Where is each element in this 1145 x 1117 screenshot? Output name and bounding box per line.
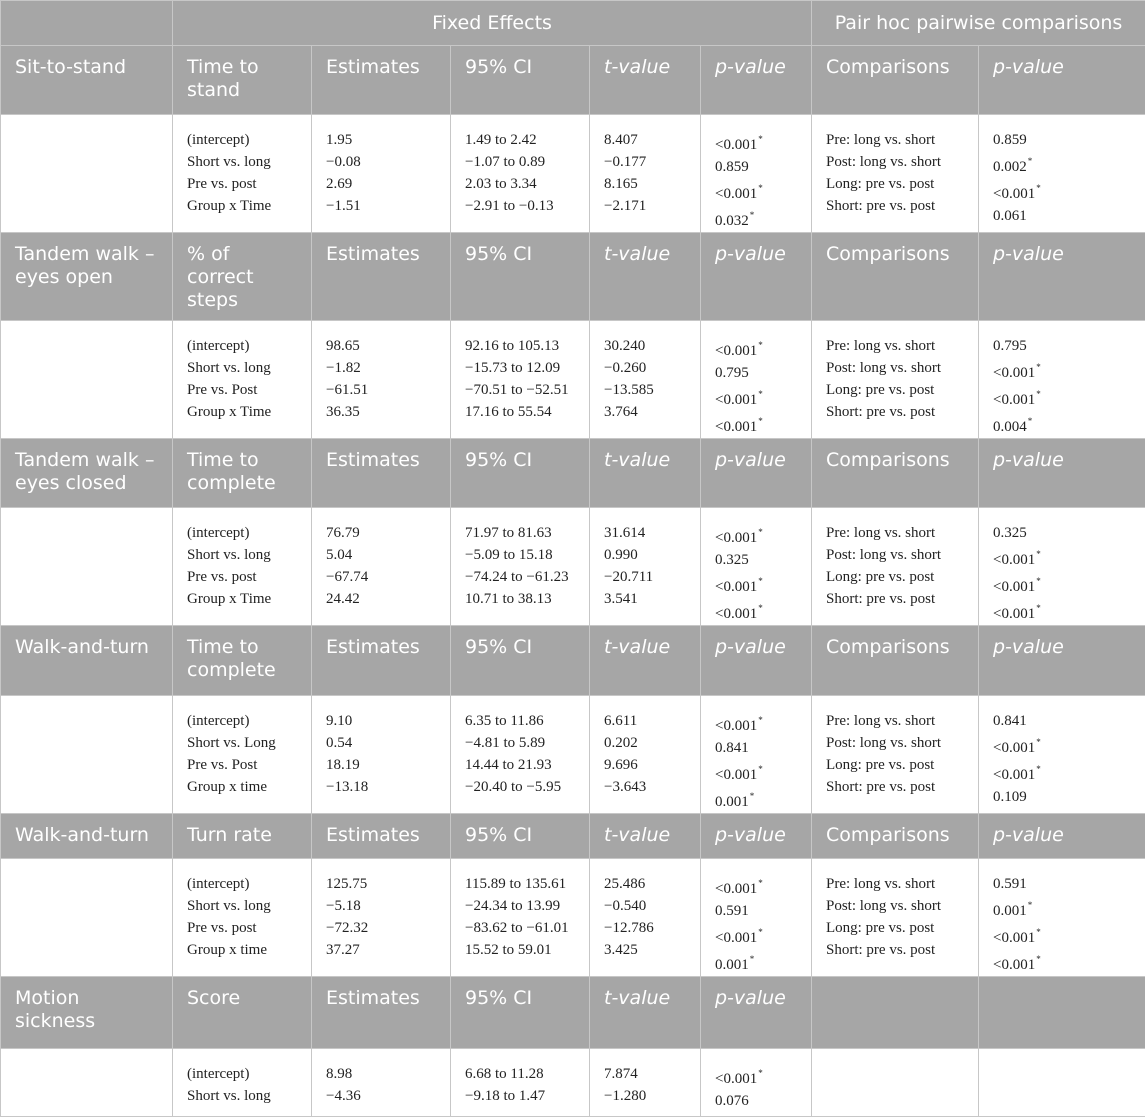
p-value-cell-value: 0.859 <box>715 156 803 178</box>
header-blank-cell <box>1 1 173 46</box>
t-value-header: t-value <box>590 814 701 859</box>
significance-marker: * <box>758 527 763 537</box>
comparison-p-value-cell <box>979 115 1145 233</box>
p-value-header: p-value <box>701 626 812 696</box>
estimate-cell-value: 9.10 <box>326 710 442 732</box>
t-value-cell-value: 30.240 <box>604 335 692 357</box>
comparison-cell-value: Post: long vs. short <box>826 895 970 917</box>
t-value-cell-value: −3.643 <box>604 776 692 798</box>
significance-marker: * <box>758 576 763 586</box>
t-value-header: t-value <box>590 233 701 321</box>
comparison-p-value-cell-value: <0.001* <box>993 357 1137 384</box>
comparison-cell-value: Pre: long vs. short <box>826 710 970 732</box>
term-cell-value: (intercept) <box>187 522 303 544</box>
estimate-cell-value: −61.51 <box>326 379 442 401</box>
ci-cell-value: −20.40 to −5.95 <box>465 776 581 798</box>
estimate-cell <box>312 508 451 626</box>
estimate-cell-value: 98.65 <box>326 335 442 357</box>
term-cell-value: Group x time <box>187 776 303 798</box>
ci-cell <box>451 321 590 439</box>
estimate-cell-value: −4.36 <box>326 1085 442 1107</box>
ci-cell-value: 14.44 to 21.93 <box>465 754 581 776</box>
comparison-p-value-header: p-value <box>979 233 1145 321</box>
term-cell-value: (intercept) <box>187 873 303 895</box>
comparison-p-value-cell <box>979 321 1145 439</box>
comparison-cell-value: Long: pre vs. post <box>826 566 970 588</box>
ci-header: 95% CI <box>451 46 590 115</box>
term-cell-value: Pre vs. Post <box>187 754 303 776</box>
post-hoc-header: Pair hoc pairwise comparisons <box>812 1 1145 46</box>
estimate-cell-value: 76.79 <box>326 522 442 544</box>
comparison-p-value-cell <box>979 696 1145 814</box>
t-value-cell-value: 0.202 <box>604 732 692 754</box>
p-value-cell-value: <0.001* <box>715 335 803 362</box>
measure-label: % of correct steps <box>173 233 312 321</box>
comparison-p-value-cell-value: 0.841 <box>993 710 1137 732</box>
ci-cell-value: −4.81 to 5.89 <box>465 732 581 754</box>
comparison-cell-value: Short: pre vs. post <box>826 195 970 217</box>
t-value-cell <box>590 115 701 233</box>
comparison-p-value-cell-value: <0.001* <box>993 732 1137 759</box>
t-value-cell-value: −2.171 <box>604 195 692 217</box>
measure-label: Score <box>173 977 312 1049</box>
t-value-cell <box>590 508 701 626</box>
p-value-cell-value: <0.001* <box>715 411 803 438</box>
empty-cell <box>1 696 173 814</box>
estimates-header: Estimates <box>312 977 451 1049</box>
comparison-p-value-header <box>979 977 1145 1049</box>
term-cell-value: (intercept) <box>187 1063 303 1085</box>
comparison-cell-value: Long: pre vs. post <box>826 917 970 939</box>
p-value-cell <box>701 859 812 977</box>
term-cell <box>173 321 312 439</box>
t-value-cell-value: −0.177 <box>604 151 692 173</box>
comparison-cell-value: Short: pre vs. post <box>826 776 970 798</box>
term-cell <box>173 115 312 233</box>
t-value-header: t-value <box>590 439 701 508</box>
ci-cell-value: 71.97 to 81.63 <box>465 522 581 544</box>
comparisons-header: Comparisons <box>812 46 979 115</box>
significance-marker: * <box>758 340 763 350</box>
term-cell-value: (intercept) <box>187 335 303 357</box>
term-cell-value: Short vs. long <box>187 357 303 379</box>
empty-cell <box>1 115 173 233</box>
comparison-p-value-header: p-value <box>979 814 1145 859</box>
ci-header: 95% CI <box>451 814 590 859</box>
ci-cell-value: −74.24 to −61.23 <box>465 566 581 588</box>
section-data-row <box>1 321 1145 439</box>
comparison-p-value-cell-value: <0.001* <box>993 544 1137 571</box>
estimate-cell-value: 8.98 <box>326 1063 442 1085</box>
p-value-cell-value: <0.001* <box>715 178 803 205</box>
section-data-row <box>1 508 1145 626</box>
ci-cell-value: −70.51 to −52.51 <box>465 379 581 401</box>
outcome-label: Walk-and-turn <box>1 814 173 859</box>
significance-marker: * <box>1036 389 1041 399</box>
significance-marker: * <box>1036 737 1041 747</box>
estimate-cell-value: −1.82 <box>326 357 442 379</box>
ci-cell-value: −9.18 to 1.47 <box>465 1085 581 1107</box>
p-value-cell-value: <0.001* <box>715 873 803 900</box>
p-value-cell-value: 0.032* <box>715 205 803 232</box>
p-value-cell-value: <0.001* <box>715 129 803 156</box>
ci-cell-value: −2.91 to −0.13 <box>465 195 581 217</box>
p-value-cell-value: <0.001* <box>715 571 803 598</box>
t-value-cell <box>590 696 701 814</box>
p-value-cell-value: <0.001* <box>715 384 803 411</box>
comparison-cell-value: Short: pre vs. post <box>826 588 970 610</box>
comparison-cell-value: Short: pre vs. post <box>826 939 970 961</box>
ci-cell-value: −83.62 to −61.01 <box>465 917 581 939</box>
t-value-cell-value: −20.711 <box>604 566 692 588</box>
estimate-cell-value: 1.95 <box>326 129 442 151</box>
t-value-cell-value: −0.260 <box>604 357 692 379</box>
p-value-header: p-value <box>701 977 812 1049</box>
term-cell-value: Group x time <box>187 939 303 961</box>
comparisons-header: Comparisons <box>812 439 979 508</box>
comparison-p-value-cell-value: 0.325 <box>993 522 1137 544</box>
ci-header: 95% CI <box>451 626 590 696</box>
t-value-cell-value: 25.486 <box>604 873 692 895</box>
measure-label: Time to complete <box>173 439 312 508</box>
estimate-cell-value: −0.08 <box>326 151 442 173</box>
p-value-cell-value: <0.001* <box>715 1063 803 1090</box>
section-header-row <box>1 233 1145 321</box>
comparison-p-value-cell-value: <0.001* <box>993 949 1137 976</box>
measure-label: Time to stand <box>173 46 312 115</box>
ci-cell <box>451 508 590 626</box>
p-value-cell <box>701 321 812 439</box>
t-value-cell <box>590 1049 701 1117</box>
comparison-cell-value: Long: pre vs. post <box>826 173 970 195</box>
outcome-label: Tandem walk – eyes open <box>1 233 173 321</box>
p-value-header: p-value <box>701 814 812 859</box>
t-value-header: t-value <box>590 626 701 696</box>
ci-cell-value: 92.16 to 105.13 <box>465 335 581 357</box>
t-value-cell-value: −1.280 <box>604 1085 692 1107</box>
outcome-label: Tandem walk – eyes closed <box>1 439 173 508</box>
estimates-header: Estimates <box>312 626 451 696</box>
p-value-cell-value: <0.001* <box>715 710 803 737</box>
comparison-cell <box>812 321 979 439</box>
t-value-header: t-value <box>590 46 701 115</box>
comparison-p-value-cell-value: <0.001* <box>993 598 1137 625</box>
significance-marker: * <box>1028 156 1033 166</box>
significance-marker: * <box>750 210 755 220</box>
significance-marker: * <box>1036 183 1041 193</box>
estimate-cell-value: 18.19 <box>326 754 442 776</box>
significance-marker: * <box>750 954 755 964</box>
significance-marker: * <box>1028 416 1033 426</box>
estimate-cell <box>312 859 451 977</box>
ci-cell <box>451 859 590 977</box>
ci-cell-value: 10.71 to 38.13 <box>465 588 581 610</box>
comparison-p-value-header: p-value <box>979 439 1145 508</box>
term-cell-value: Pre vs. post <box>187 917 303 939</box>
t-value-cell-value: −12.786 <box>604 917 692 939</box>
comparison-p-value-cell-value: <0.001* <box>993 178 1137 205</box>
term-cell-value: Group x Time <box>187 588 303 610</box>
term-cell-value: Short vs. long <box>187 151 303 173</box>
ci-cell-value: 6.68 to 11.28 <box>465 1063 581 1085</box>
comparison-p-value-cell-value: 0.004* <box>993 411 1137 438</box>
column-group-header-row <box>1 1 1145 46</box>
comparison-p-value-cell-value: 0.002* <box>993 151 1137 178</box>
t-value-cell-value: 7.874 <box>604 1063 692 1085</box>
term-cell-value: Pre vs. Post <box>187 379 303 401</box>
ci-cell <box>451 115 590 233</box>
comparison-p-value-cell <box>979 1049 1145 1117</box>
comparison-cell <box>812 859 979 977</box>
ci-cell-value: 2.03 to 3.34 <box>465 173 581 195</box>
fixed-effects-header: Fixed Effects <box>173 1 812 46</box>
significance-marker: * <box>1036 954 1041 964</box>
t-value-cell-value: 3.541 <box>604 588 692 610</box>
p-value-header: p-value <box>701 439 812 508</box>
ci-cell-value: −15.73 to 12.09 <box>465 357 581 379</box>
measure-label: Turn rate <box>173 814 312 859</box>
comparison-p-value-header: p-value <box>979 46 1145 115</box>
comparison-cell-value: Pre: long vs. short <box>826 522 970 544</box>
term-cell <box>173 508 312 626</box>
estimate-cell-value: −1.51 <box>326 195 442 217</box>
comparison-cell <box>812 696 979 814</box>
p-value-cell-value: 0.001* <box>715 949 803 976</box>
ci-cell <box>451 696 590 814</box>
outcome-label: Walk-and-turn <box>1 626 173 696</box>
comparison-cell-value: Post: long vs. short <box>826 357 970 379</box>
t-value-cell <box>590 321 701 439</box>
t-value-cell-value: 0.990 <box>604 544 692 566</box>
section-header-row <box>1 46 1145 115</box>
p-value-cell <box>701 115 812 233</box>
comparisons-header <box>812 977 979 1049</box>
p-value-cell-value: 0.076 <box>715 1090 803 1112</box>
comparison-p-value-cell-value: 0.795 <box>993 335 1137 357</box>
estimate-cell-value: 125.75 <box>326 873 442 895</box>
ci-cell <box>451 1049 590 1117</box>
comparison-p-value-cell-value: 0.109 <box>993 786 1137 808</box>
comparison-cell-value: Long: pre vs. post <box>826 754 970 776</box>
significance-marker: * <box>1028 900 1033 910</box>
comparison-cell-value: Long: pre vs. post <box>826 379 970 401</box>
significance-marker: * <box>1036 603 1041 613</box>
comparison-p-value-cell-value: 0.001* <box>993 895 1137 922</box>
estimate-cell-value: −5.18 <box>326 895 442 917</box>
p-value-cell-value: <0.001* <box>715 522 803 549</box>
p-value-cell <box>701 696 812 814</box>
ci-cell-value: 1.49 to 2.42 <box>465 129 581 151</box>
significance-marker: * <box>750 791 755 801</box>
t-value-cell-value: 8.165 <box>604 173 692 195</box>
estimate-cell-value: −72.32 <box>326 917 442 939</box>
comparison-cell-value: Post: long vs. short <box>826 732 970 754</box>
estimate-cell-value: 36.35 <box>326 401 442 423</box>
measure-label: Time to complete <box>173 626 312 696</box>
empty-cell <box>1 1049 173 1117</box>
term-cell <box>173 1049 312 1117</box>
t-value-cell-value: −13.585 <box>604 379 692 401</box>
section-header-row <box>1 977 1145 1049</box>
comparison-cell-value: Post: long vs. short <box>826 151 970 173</box>
term-cell-value: Short vs. long <box>187 544 303 566</box>
empty-cell <box>1 859 173 977</box>
comparison-p-value-cell-value: 0.859 <box>993 129 1137 151</box>
comparison-cell-value: Post: long vs. short <box>826 544 970 566</box>
term-cell-value: Short vs. long <box>187 1085 303 1107</box>
t-value-cell-value: 6.611 <box>604 710 692 732</box>
significance-marker: * <box>758 416 763 426</box>
estimate-cell-value: 37.27 <box>326 939 442 961</box>
comparison-cell-value: Short: pre vs. post <box>826 401 970 423</box>
comparison-p-value-cell <box>979 859 1145 977</box>
comparison-cell <box>812 1049 979 1117</box>
outcome-label: Motion sickness <box>1 977 173 1049</box>
section-data-row <box>1 115 1145 233</box>
comparison-p-value-cell-value: 0.591 <box>993 873 1137 895</box>
comparison-p-value-header: p-value <box>979 626 1145 696</box>
t-value-cell-value: −0.540 <box>604 895 692 917</box>
estimate-cell-value: 24.42 <box>326 588 442 610</box>
term-cell-value: (intercept) <box>187 129 303 151</box>
term-cell-value: Short vs. Long <box>187 732 303 754</box>
significance-marker: * <box>758 183 763 193</box>
ci-cell-value: 115.89 to 135.61 <box>465 873 581 895</box>
comparison-cell <box>812 508 979 626</box>
comparisons-header: Comparisons <box>812 814 979 859</box>
term-cell-value: Group x Time <box>187 195 303 217</box>
t-value-cell-value: 3.764 <box>604 401 692 423</box>
ci-header: 95% CI <box>451 439 590 508</box>
term-cell-value: Group x Time <box>187 401 303 423</box>
term-cell-value: Pre vs. post <box>187 173 303 195</box>
estimates-header: Estimates <box>312 439 451 508</box>
comparison-p-value-cell <box>979 508 1145 626</box>
significance-marker: * <box>1036 764 1041 774</box>
t-value-header: t-value <box>590 977 701 1049</box>
comparison-p-value-cell-value: <0.001* <box>993 922 1137 949</box>
significance-marker: * <box>758 764 763 774</box>
t-value-cell <box>590 859 701 977</box>
ci-cell-value: −5.09 to 15.18 <box>465 544 581 566</box>
term-cell-value: (intercept) <box>187 710 303 732</box>
comparison-cell-value: Pre: long vs. short <box>826 129 970 151</box>
t-value-cell-value: 3.425 <box>604 939 692 961</box>
significance-marker: * <box>1036 549 1041 559</box>
p-value-cell <box>701 1049 812 1117</box>
estimate-cell <box>312 696 451 814</box>
empty-cell <box>1 508 173 626</box>
section-header-row <box>1 626 1145 696</box>
term-cell <box>173 696 312 814</box>
empty-cell <box>1 321 173 439</box>
section-header-row <box>1 439 1145 508</box>
p-value-cell-value: 0.841 <box>715 737 803 759</box>
significance-marker: * <box>758 134 763 144</box>
comparison-p-value-cell-value: <0.001* <box>993 384 1137 411</box>
ci-cell-value: 15.52 to 59.01 <box>465 939 581 961</box>
outcome-label: Sit-to-stand <box>1 46 173 115</box>
comparisons-header: Comparisons <box>812 233 979 321</box>
estimate-cell-value: −67.74 <box>326 566 442 588</box>
estimate-cell <box>312 115 451 233</box>
significance-marker: * <box>758 1068 763 1078</box>
significance-marker: * <box>758 927 763 937</box>
comparison-cell <box>812 115 979 233</box>
comparisons-header: Comparisons <box>812 626 979 696</box>
estimate-cell <box>312 1049 451 1117</box>
p-value-cell-value: <0.001* <box>715 922 803 949</box>
term-cell-value: Pre vs. post <box>187 566 303 588</box>
p-value-cell-value: 0.591 <box>715 900 803 922</box>
significance-marker: * <box>758 603 763 613</box>
ci-cell-value: −24.34 to 13.99 <box>465 895 581 917</box>
significance-marker: * <box>1036 576 1041 586</box>
p-value-cell-value: <0.001* <box>715 598 803 625</box>
t-value-cell-value: 8.407 <box>604 129 692 151</box>
comparison-cell-value: Pre: long vs. short <box>826 873 970 895</box>
p-value-cell-value: 0.795 <box>715 362 803 384</box>
ci-header: 95% CI <box>451 233 590 321</box>
term-cell <box>173 859 312 977</box>
comparison-p-value-cell-value: <0.001* <box>993 571 1137 598</box>
t-value-cell-value: 9.696 <box>604 754 692 776</box>
ci-cell-value: 6.35 to 11.86 <box>465 710 581 732</box>
estimates-header: Estimates <box>312 46 451 115</box>
estimate-cell-value: 5.04 <box>326 544 442 566</box>
estimate-cell <box>312 321 451 439</box>
section-header-row <box>1 814 1145 859</box>
p-value-cell-value: 0.001* <box>715 786 803 813</box>
significance-marker: * <box>1036 362 1041 372</box>
ci-header: 95% CI <box>451 977 590 1049</box>
comparison-p-value-cell-value: 0.061 <box>993 205 1137 227</box>
significance-marker: * <box>758 715 763 725</box>
significance-marker: * <box>1036 927 1041 937</box>
p-value-cell <box>701 508 812 626</box>
estimate-cell-value: 0.54 <box>326 732 442 754</box>
estimate-cell-value: 2.69 <box>326 173 442 195</box>
ci-cell-value: −1.07 to 0.89 <box>465 151 581 173</box>
section-data-row <box>1 696 1145 814</box>
estimate-cell-value: −13.18 <box>326 776 442 798</box>
p-value-cell-value: <0.001* <box>715 759 803 786</box>
p-value-header: p-value <box>701 233 812 321</box>
significance-marker: * <box>758 389 763 399</box>
section-data-row <box>1 1049 1145 1117</box>
estimates-header: Estimates <box>312 814 451 859</box>
significance-marker: * <box>758 878 763 888</box>
section-data-row <box>1 859 1145 977</box>
comparison-p-value-cell-value: <0.001* <box>993 759 1137 786</box>
t-value-cell-value: 31.614 <box>604 522 692 544</box>
p-value-cell-value: 0.325 <box>715 549 803 571</box>
p-value-header: p-value <box>701 46 812 115</box>
estimates-header: Estimates <box>312 233 451 321</box>
ci-cell-value: 17.16 to 55.54 <box>465 401 581 423</box>
term-cell-value: Short vs. long <box>187 895 303 917</box>
comparison-cell-value: Pre: long vs. short <box>826 335 970 357</box>
